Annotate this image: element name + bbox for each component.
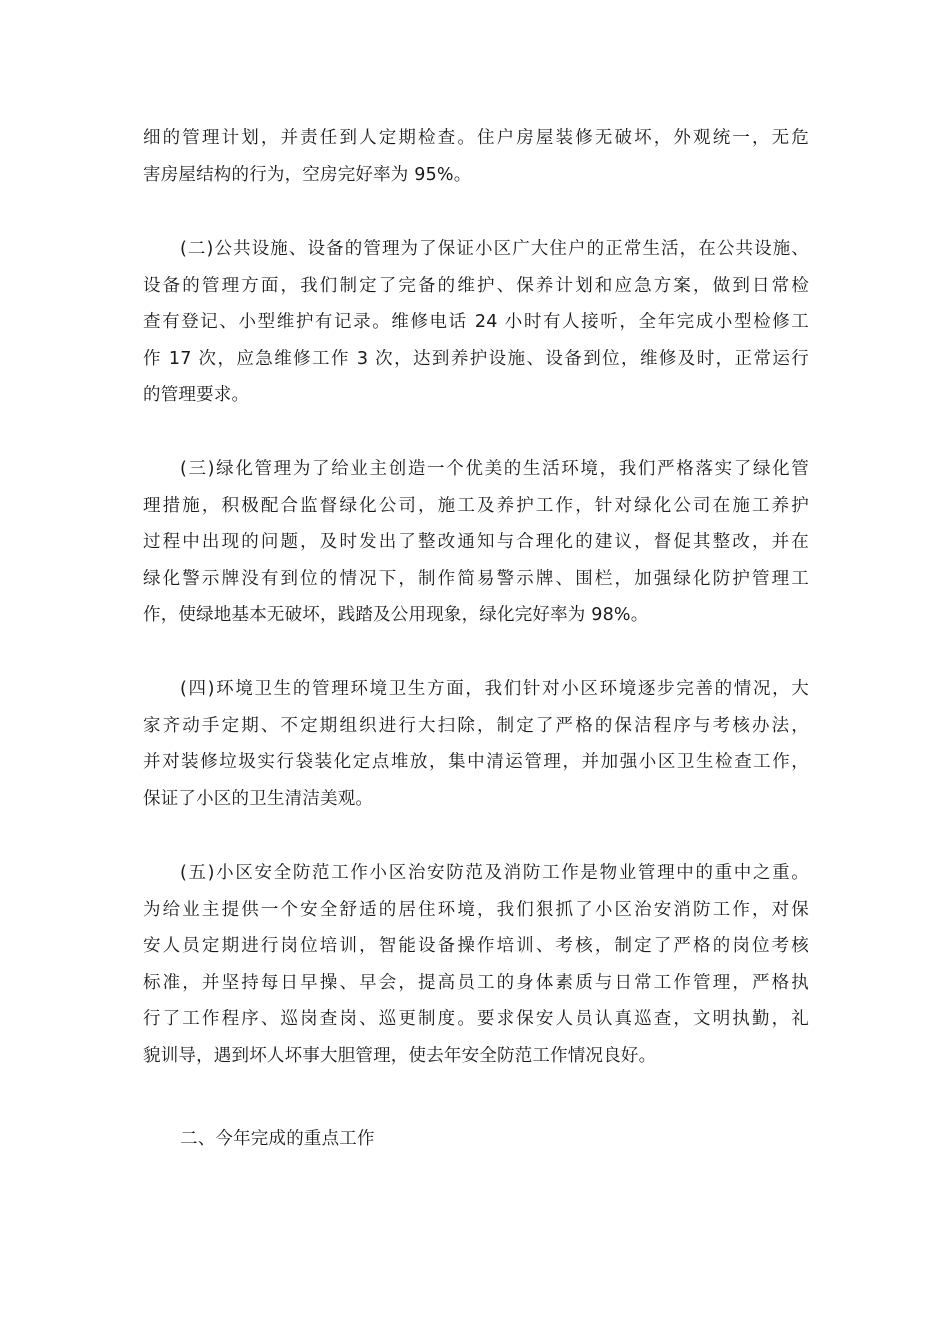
text-line: 害房屋结构的行为，空房完好率为 95%。 [143, 164, 472, 185]
text-line: (三)绿化管理为了给业主创造一个优美的生活环境，我们严格落实了绿化管 [180, 459, 809, 479]
text-line: 作，使绿地基本无破坏，践踏及公用现象，绿化完好率为 98%。 [143, 605, 649, 625]
text-line: (四)环境卫生的管理环境卫生方面，我们针对小区环境逐步完善的情况，大 [180, 679, 809, 699]
text-line: 绿化警示牌没有到位的情况下，制作简易警示牌、围栏，加强绿化防护管理工 [143, 568, 809, 589]
text-line: 家齐动手定期、不定期组织进行大扫除，制定了严格的保洁程序与考核办法， [143, 715, 809, 736]
paragraph-public-facilities [143, 231, 809, 414]
text-line: 行了工作程序、巡岗查岗、巡更制度。要求保安人员认真巡查，文明执勤，礼 [143, 1009, 809, 1029]
text-line: 貌训导，遇到坏人坏事大胆管理，使去年安全防范工作情况良好。 [143, 1045, 657, 1066]
text-line: 的管理要求。 [143, 385, 250, 405]
text-line: 查有登记、小型维护有记录。维修电话 24 小时有人接听，全年完成小型检修工 [143, 312, 809, 332]
paragraph-greening-management [143, 451, 809, 634]
section-heading [143, 1121, 809, 1158]
text-line: 过程中出现的问题，及时发出了整改通知与合理化的建议，督促其整改，并在 [143, 532, 809, 552]
text-line: 安人员定期进行岗位培训，智能设备操作培训、考核，制定了严格的岗位考核 [143, 936, 809, 956]
text-line: 并对装修垃圾实行袋装化定点堆放，集中清运管理，并加强小区卫生检查工作， [143, 752, 809, 772]
text-line: (五)小区安全防范工作小区治安防范及消防工作是物业管理中的重中之重。 [180, 863, 809, 883]
text-line: (二)公共设施、设备的管理为了保证小区广大住户的正常生活，在公共设施、 [180, 239, 809, 259]
text-line: 理措施，积极配合监督绿化公司，施工及养护工作，针对绿化公司在施工养护 [143, 495, 809, 516]
paragraph-security-prevention [143, 855, 809, 1074]
text-line: 为给业主提供一个安全舒适的居住环境，我们狠抓了小区治安消防工作，对保 [143, 899, 809, 920]
text-line: 设备的管理方面，我们制定了完备的维护、保养计划和应急方案，做到日常检 [143, 275, 809, 296]
text-line: 细的管理计划，并责任到人定期检查。住户房屋装修无破坏，外观统一，无危 [143, 128, 809, 148]
paragraph-housing-management [143, 120, 809, 193]
text-line: 保证了小区的卫生清洁美观。 [143, 788, 374, 809]
text-line: 标准，并坚持每日早操、早会，提高员工的身体素质与日常工作管理，严格执 [143, 972, 809, 993]
paragraph-environmental-sanitation [143, 671, 809, 817]
section-heading-text: 二、今年完成的重点工作 [180, 1129, 375, 1149]
text-line: 作 17 次，应急维修工作 3 次，达到养护设施、设备到位，维修及时，正常运行 [143, 348, 809, 369]
